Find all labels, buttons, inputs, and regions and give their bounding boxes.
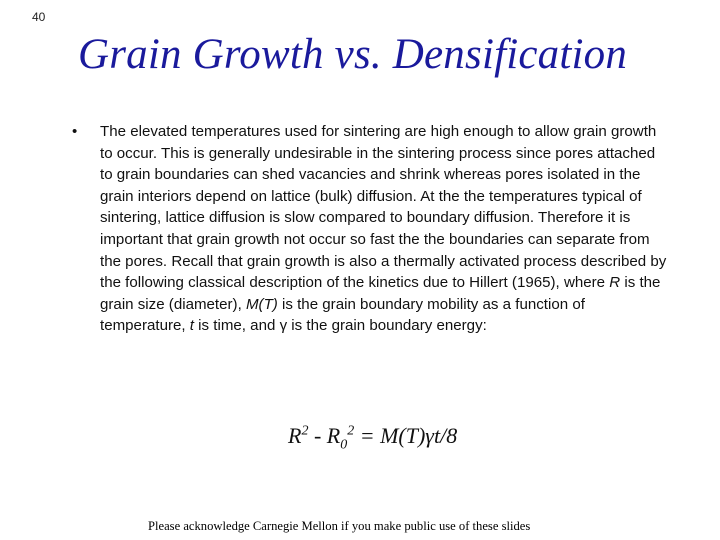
bullet-text-segment: is the grain boundary mobility as a function of temperature, bbox=[100, 295, 585, 335]
hillert-equation bbox=[288, 423, 457, 453]
bullet-text-segment: is the grain boundary energy: bbox=[287, 317, 487, 335]
equation-r: R bbox=[288, 423, 302, 448]
bullet-text-segment: is the grain size (diameter), bbox=[100, 274, 661, 313]
footer-note: Please acknowledge Carnegie Mellon if you make public use of these slides bbox=[148, 519, 531, 533]
equation-r0: R bbox=[326, 423, 341, 448]
bullet-item bbox=[70, 121, 670, 337]
equation-minus: - bbox=[308, 423, 327, 448]
equation-r0-subscript: 0 bbox=[340, 437, 348, 453]
bullet-text-segment: is time, and bbox=[193, 317, 280, 335]
variable-gamma: γ bbox=[279, 317, 288, 335]
bullet-dot-icon: • bbox=[72, 123, 78, 140]
bullet-text bbox=[100, 123, 666, 334]
equation-r0-exponent: 2 bbox=[347, 423, 355, 439]
equation-r-exponent: 2 bbox=[301, 423, 309, 439]
variable-r: R bbox=[609, 274, 621, 292]
variable-time: t bbox=[189, 317, 194, 335]
bullet-text-segment: The elevated temperatures used for sintering are high enough to allow grain growth to occur. This is generally undesirable in the sintering process since pores attached to grain boundaries can shed vacancies and shrink whereas pores isolated in the grain interiors depend on lattice (bulk) diffusion. At the the temperatures typical of sintering, lattice diffusion is slow compared to boundary diffusion. Therefore it is important that grain growth not occur so fast the the boundaries can separate from the pores. Recall that grain growth is also a thermally activated process described by the following classical description of the kinetics due to Hillert (1965), where bbox=[100, 123, 667, 292]
bullet-list bbox=[70, 121, 670, 337]
variable-mobility: M(T) bbox=[245, 295, 278, 313]
equation-rhs: = M(T)γt/8 bbox=[354, 423, 458, 448]
slide-number: 40 bbox=[32, 10, 46, 24]
slide-title: Grain Growth vs. Densification bbox=[78, 31, 628, 78]
